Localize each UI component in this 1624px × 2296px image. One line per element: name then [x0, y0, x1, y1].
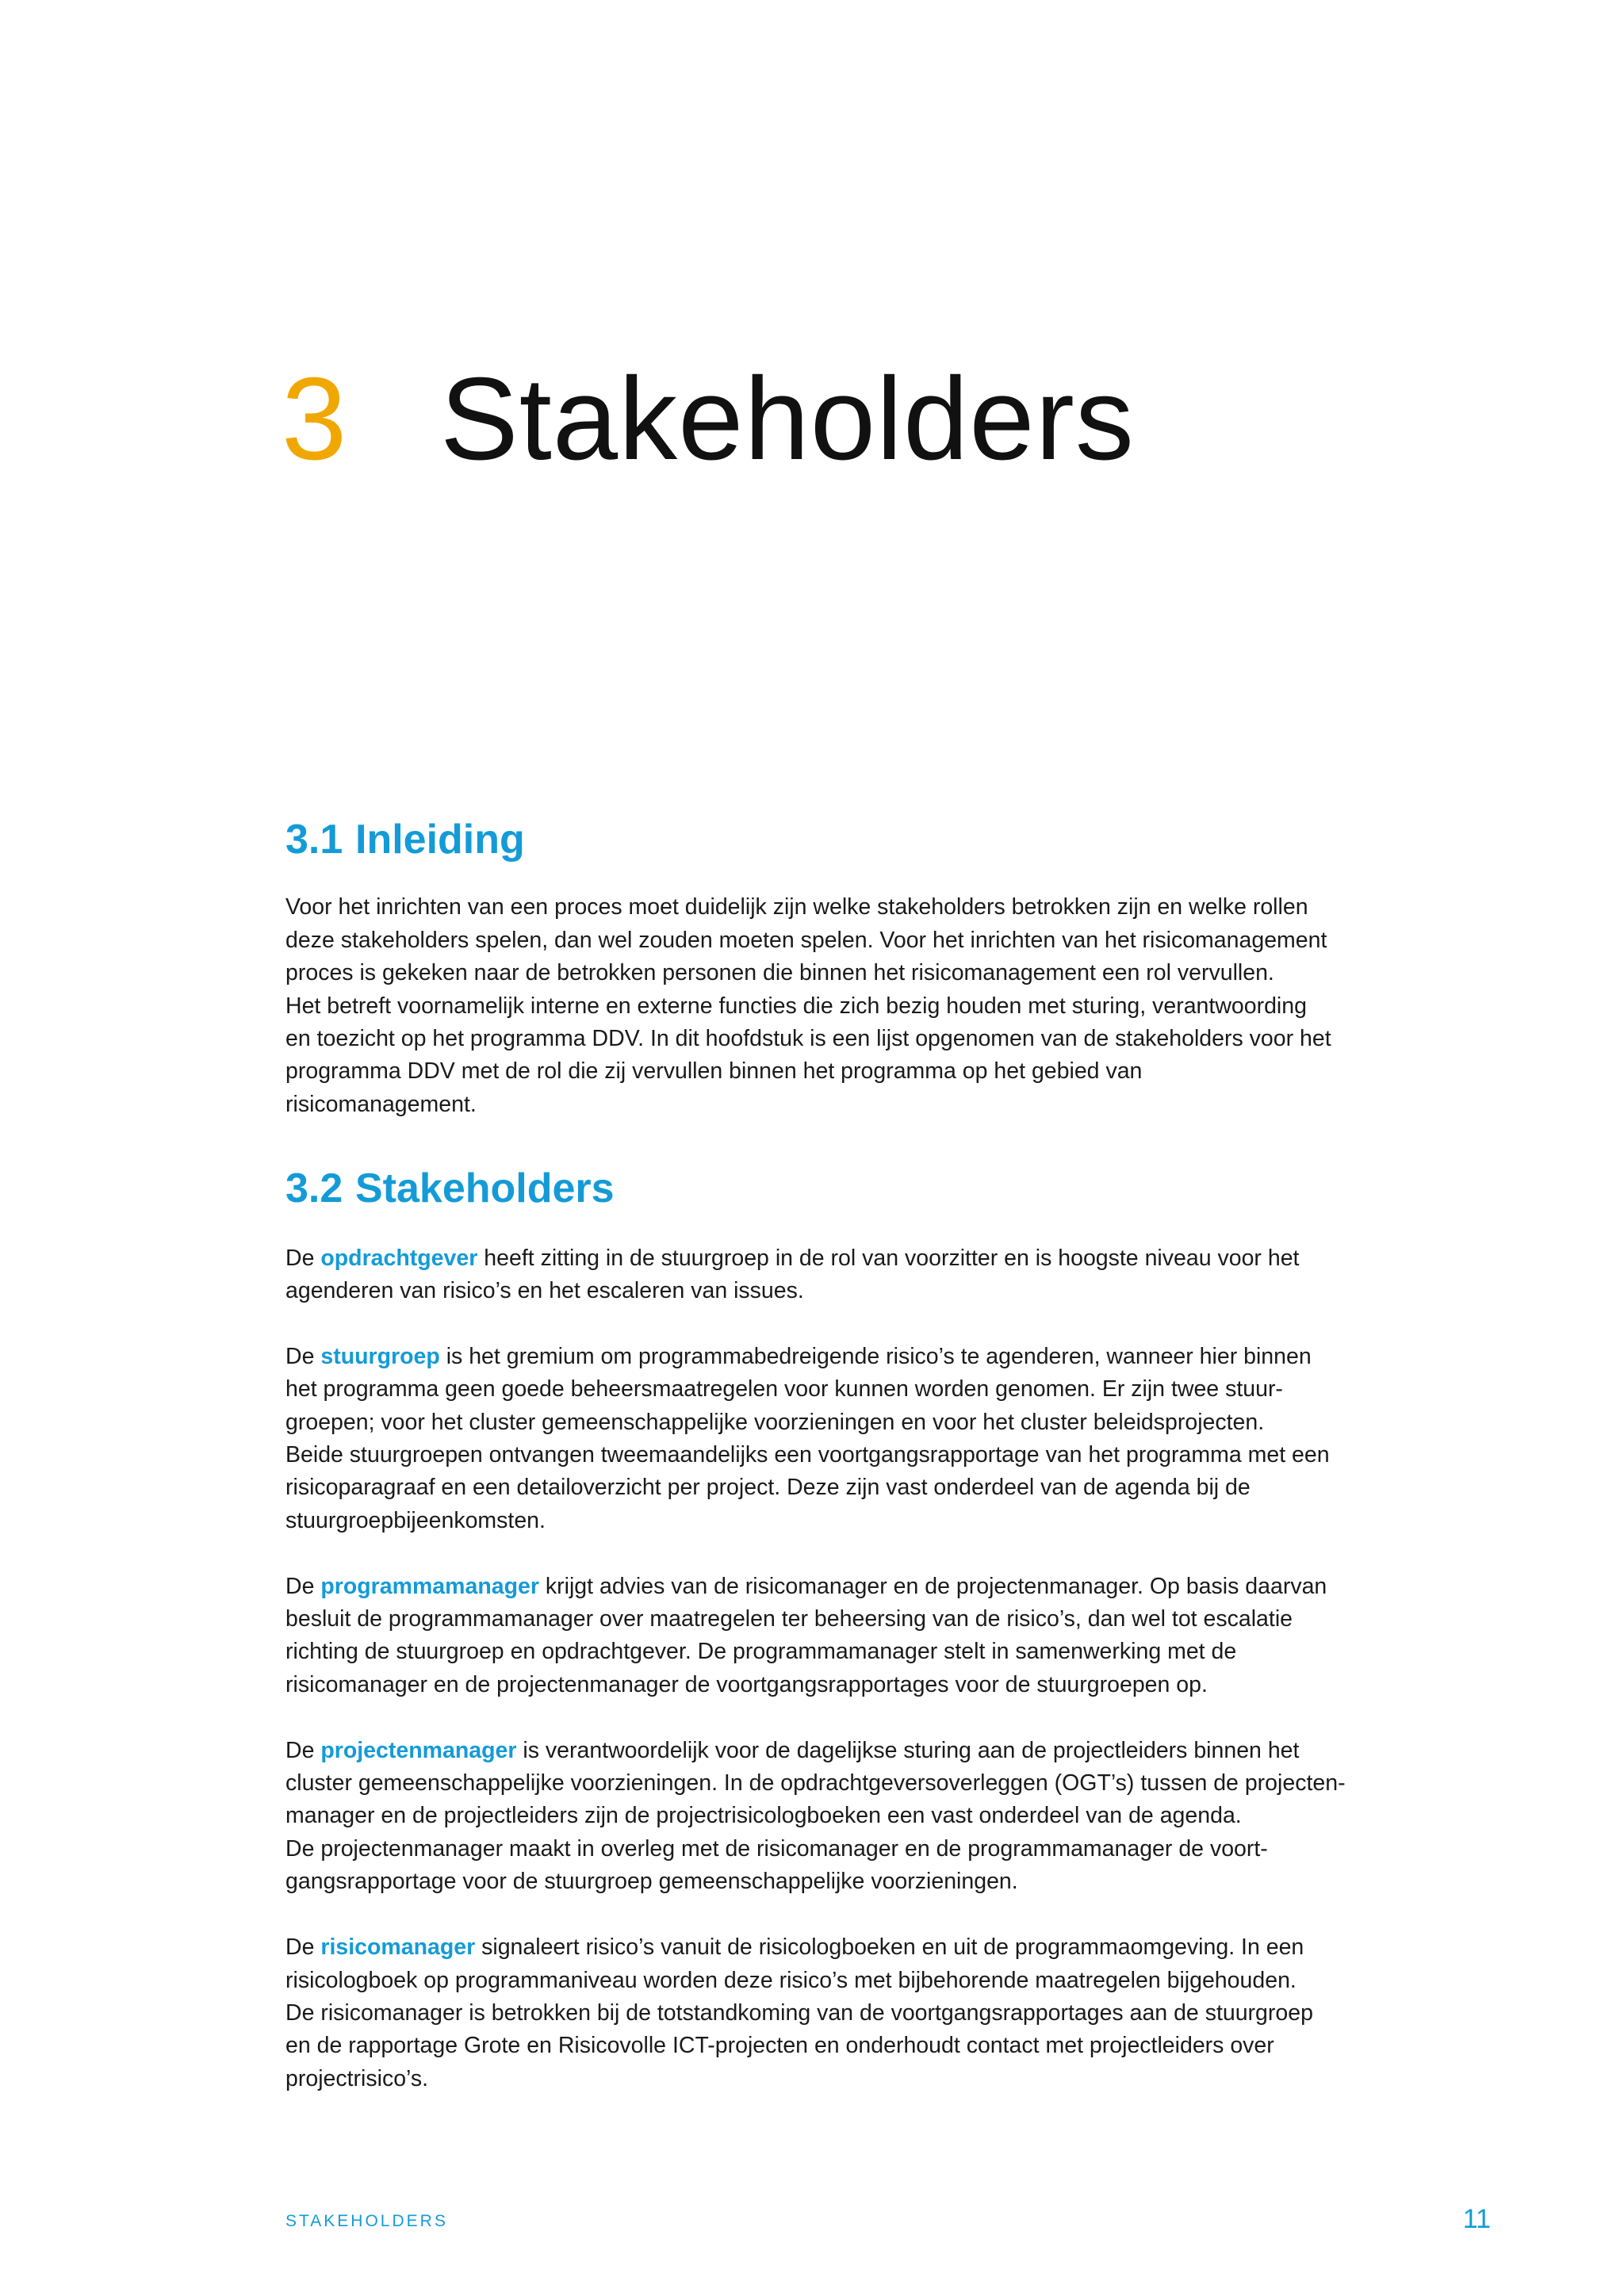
- text-line: risicomanager en de projectenmanager de voortgangsrapportages voor de stuurgroepen op.: [285, 1671, 1208, 1697]
- text-prefix: De: [285, 1573, 321, 1599]
- text-prefix: De: [285, 1245, 321, 1271]
- text-line: het programma geen goede beheersmaatregelen voor kunnen worden genomen. Er zijn twee stuur-: [285, 1376, 1283, 1402]
- text-line: en toezicht op het programma DDV. In dit hoofdstuk is een lijst opgenomen van de stakeholders voor het: [285, 1026, 1331, 1052]
- text-line: [285, 1571, 1348, 1603]
- section-title: Inleiding: [355, 817, 525, 863]
- text-line: Beide stuurgroepen ontvangen tweemaandelijks een voortgangsrapportage van het programma met een: [285, 1442, 1330, 1468]
- text-line: Het betreft voornamelijk interne en externe functies die zich bezig houden met sturing, verantwoording: [285, 993, 1307, 1019]
- text-line: cluster gemeenschappelijke voorzieningen. In de opdrachtgeversoverleggen (OGT’s) tussen de projecten-: [285, 1770, 1346, 1797]
- intro-paragraph: [285, 891, 1348, 1121]
- section-title: Stakeholders: [355, 1165, 615, 1212]
- role-term-opdrachtgever: opdrachtgever: [320, 1245, 478, 1271]
- text-line: programma DDV met de rol die zij vervullen binnen het programma op het gebied van: [285, 1058, 1143, 1085]
- text-line: risicologboek op programmaniveau worden deze risico’s met bijbehorende maatregelen bijgehouden.: [285, 1967, 1297, 1993]
- text-line: groepen; voor het cluster gemeenschappelijke voorzieningen en voor het cluster beleidsprojecten.: [285, 1409, 1265, 1435]
- text-line: besluit de programmamanager over maatregelen ter beheersing van de risico’s, dan wel tot escalatie: [285, 1606, 1293, 1632]
- text-line: [285, 1341, 1348, 1373]
- paragraph-opdrachtgever: [285, 1242, 1348, 1308]
- text-line: agenderen van risico’s en het escaleren van issues.: [285, 1278, 804, 1304]
- text-segment: krijgt advies van de risicomanager en de projectenmanager. Op basis daarvan: [538, 1573, 1327, 1599]
- paragraph-programmamanager: [285, 1571, 1348, 1702]
- text-line: gangsrapportage voor de stuurgroep gemeenschappelijke voorzieningen.: [285, 1869, 1018, 1895]
- text-line: De risicomanager is betrokken bij de totstandkoming van de voortgangsrapportages aan de stuurgroep: [285, 1999, 1313, 2026]
- text-prefix: De: [285, 1934, 321, 1961]
- role-term-programmamanager: programmamanager: [320, 1573, 539, 1599]
- text-line: [285, 1735, 1348, 1767]
- role-term-risicomanager: risicomanager: [320, 1934, 476, 1961]
- text-segment: is verantwoordelijk voor de dagelijkse sturing aan de projectleiders binnen het: [516, 1737, 1300, 1763]
- text-line: stuurgroepbijeenkomsten.: [285, 1507, 546, 1533]
- text-line: manager en de projectleiders zijn de projectrisicologboeken een vast onderdeel van de agenda.: [285, 1803, 1242, 1829]
- section-heading-stakeholders: [285, 1164, 1348, 1213]
- page-number: 11: [1462, 2204, 1491, 2234]
- text-line: De projectenmanager maakt in overleg met de risicomanager en de programmamanager de voort-: [285, 1835, 1268, 1862]
- text-line: risicomanagement.: [285, 1091, 477, 1117]
- text-line: en de rapportage Grote en Risicovolle ICT-projecten en onderhoudt contact met projectleiders over: [285, 2033, 1274, 2059]
- paragraph-stuurgroep: [285, 1341, 1348, 1537]
- text-line: proces is gekeken naar de betrokken personen die binnen het risicomanagement een rol vervullen.: [285, 960, 1274, 986]
- text-line: [285, 1242, 1348, 1275]
- chapter-title: Stakeholders: [440, 354, 1135, 484]
- chapter-number: 3: [282, 354, 347, 484]
- text-prefix: De: [285, 1737, 321, 1763]
- text-line: Voor het inrichten van een proces moet duidelijk zijn welke stakeholders betrokken zijn en welke rollen: [285, 894, 1308, 920]
- text-line: deze stakeholders spelen, dan wel zouden moeten spelen. Voor het inrichten van het risicomanagement: [285, 927, 1327, 953]
- text-prefix: De: [285, 1343, 321, 1369]
- section-heading-inleiding: [285, 815, 1348, 864]
- text-line: risicoparagraaf en een detailoverzicht per project. Deze zijn vast onderdeel van de agenda bij de: [285, 1475, 1251, 1501]
- text-line: projectrisico’s.: [285, 2065, 429, 2091]
- footer-running-title: STAKEHOLDERS: [285, 2212, 448, 2230]
- text-segment: is het gremium om programmabedreigende risico’s te agenderen, wanneer hier binnen: [439, 1343, 1312, 1369]
- text-line: [285, 1931, 1348, 1964]
- role-term-stuurgroep: stuurgroep: [320, 1343, 440, 1369]
- text-segment: signaleert risico’s vanuit de risicologboeken en uit de programmaomgeving. In een: [475, 1934, 1304, 1961]
- section-number: 3.2: [285, 1165, 343, 1212]
- section-number: 3.1: [285, 817, 343, 863]
- paragraph-projectenmanager: [285, 1735, 1348, 1899]
- text-line: richting de stuurgroep en opdrachtgever. De programmamanager stelt in samenwerking met de: [285, 1639, 1237, 1665]
- paragraph-risicomanager: [285, 1931, 1348, 2095]
- main-content: [285, 815, 1348, 2095]
- text-segment: heeft zitting in de stuurgroep in de rol van voorzitter en is hoogste niveau voor het: [477, 1245, 1300, 1271]
- role-term-projectenmanager: projectenmanager: [320, 1737, 517, 1763]
